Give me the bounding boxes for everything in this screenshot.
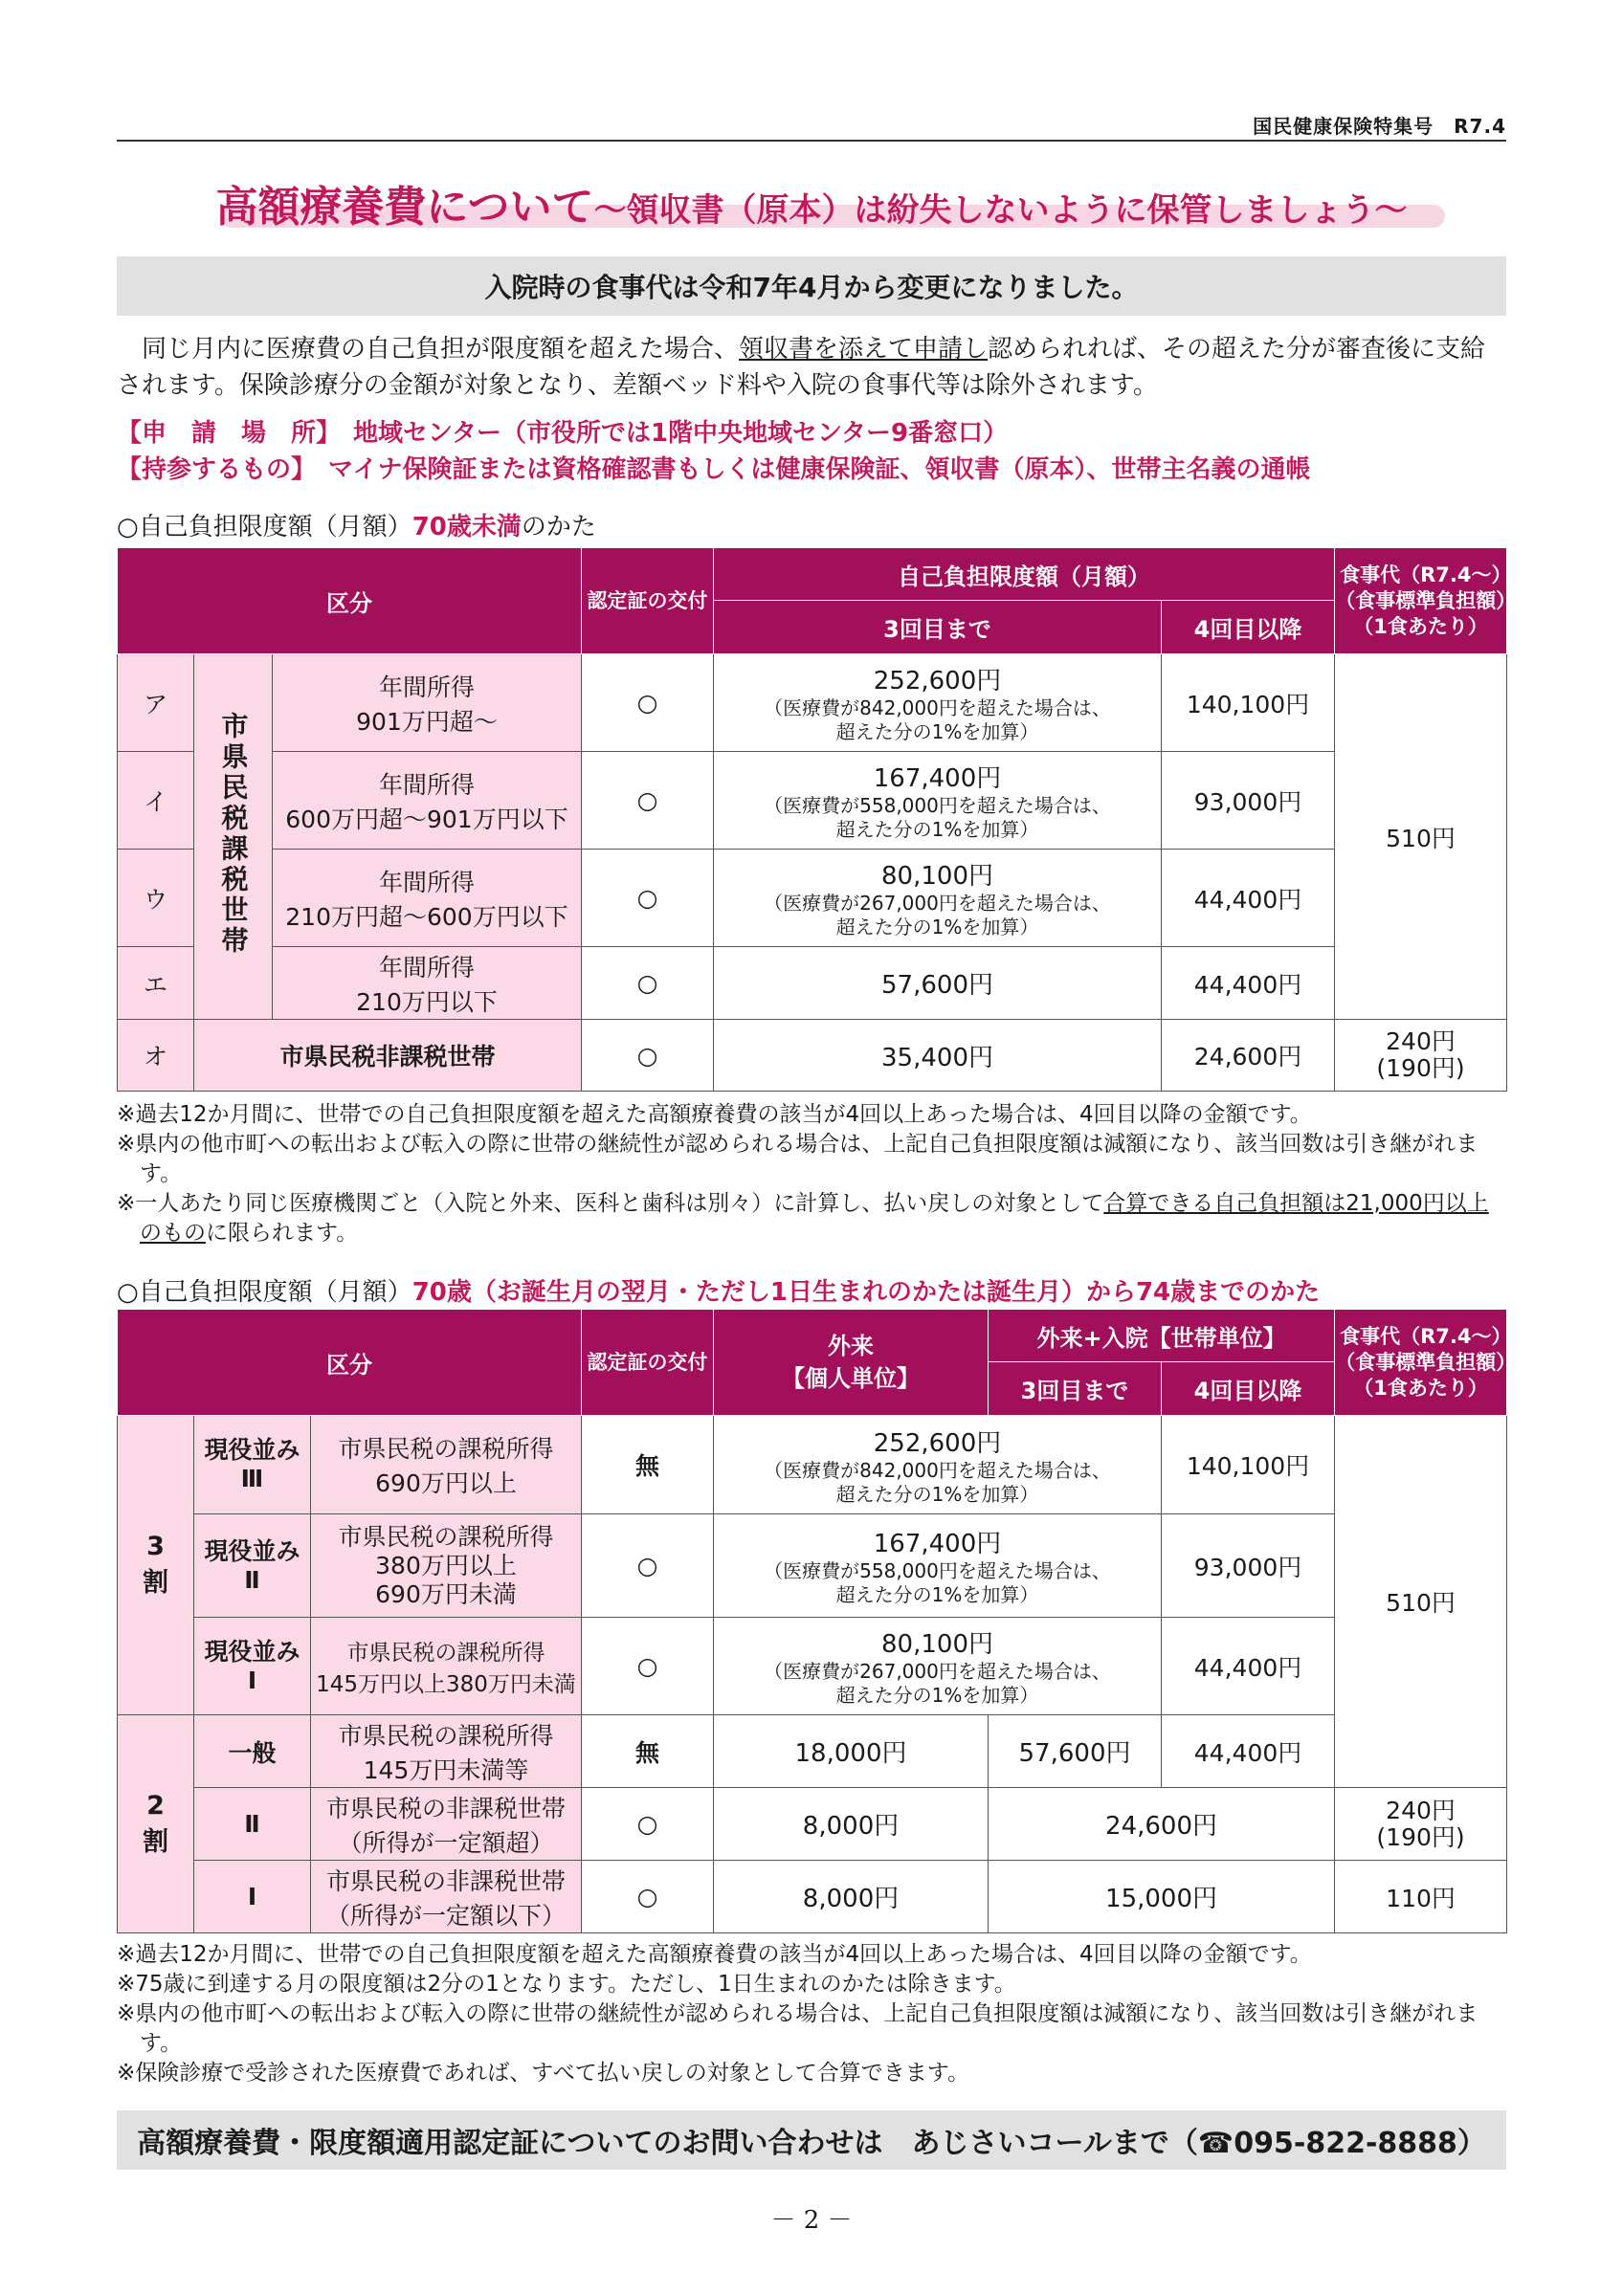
table-row xyxy=(118,752,1507,850)
income-cell xyxy=(311,1416,582,1514)
income-range: 901万円超～ xyxy=(356,707,498,736)
fee-note: （医療費が842,000円を超えた場合は、 xyxy=(764,1458,1111,1482)
cert-cell: 無 xyxy=(582,1416,714,1514)
contact-banner: 高額療養費・限度額適用認定証についてのお問い合わせは あじさいコールまで（☎095-822-8888） xyxy=(117,2110,1506,2170)
group-taxed xyxy=(194,654,273,1020)
table-row xyxy=(118,1514,1507,1618)
note-text: ※一人あたり同じ医療機関ごと（入院と外来、医科と歯科は別々）に計算し、払い戻しの対象として xyxy=(117,1191,1104,1216)
notes-70-74 xyxy=(117,1940,1506,2088)
class-cell: 一般 xyxy=(194,1715,311,1788)
title-sub: ～領収書（原本）は紛失しないように保管しましょう～ xyxy=(593,191,1408,230)
class-cell: Ⅰ xyxy=(194,1861,311,1933)
note-item: ※県内の他市町への転出および転入の際に世帯の継続性が認められる場合は、上記自己負担限度額は減額になり、該当回数は引き継がれます。 xyxy=(117,2001,1478,2056)
after-cell: 44,400円 xyxy=(1162,850,1335,947)
page-number: － 2 － xyxy=(770,2206,853,2235)
table-row xyxy=(118,1416,1507,1514)
header-divider xyxy=(117,140,1506,142)
income-label: 年間所得 xyxy=(379,868,476,896)
cert-cell: ○ xyxy=(582,1861,714,1933)
cert-cell: ○ xyxy=(582,947,714,1020)
income-label: 年間所得 xyxy=(379,770,476,799)
kubun-code: ウ xyxy=(118,850,194,947)
fee-note: 超えた分の1%を加算） xyxy=(835,1684,1039,1707)
apply-items: 【持参するもの】 マイナ保険証または資格確認書もしくは健康保険証、領収書（原本）、世帯主名義の通帳 xyxy=(117,455,1311,484)
table-row xyxy=(118,1861,1507,1933)
header-cert: 認定証の交付 xyxy=(582,548,714,654)
meal-cell: 110円 xyxy=(1335,1861,1507,1933)
meal-taxed: 510円 xyxy=(1335,1416,1507,1788)
income-label: 市県民税の課税所得 xyxy=(338,1721,554,1750)
section1-title-a: ○自己負担限度額（月額） xyxy=(117,513,412,541)
cert-cell: ○ xyxy=(582,1618,714,1715)
kubun-code: オ xyxy=(118,1020,194,1092)
note-text-underlined: 合算できる自己負担額は21,000円以上のもの xyxy=(140,1191,1489,1246)
header-out-in: 外来+入院【世帯単位】 xyxy=(989,1310,1335,1362)
income-label: 市県民税の非課税世帯 xyxy=(326,1794,567,1822)
section1-title-c: のかた xyxy=(521,513,596,541)
out-in-3rd-cell: 57,600円 xyxy=(989,1715,1162,1788)
fee-amount: 252,600円 xyxy=(873,667,1002,695)
meal-amount: 240円 xyxy=(1386,1027,1456,1055)
income-cell xyxy=(311,1514,582,1618)
meal-amount-alt: (190円) xyxy=(1376,1822,1465,1851)
fee-note: 超えた分の1%を加算） xyxy=(835,720,1039,743)
fee-note: 超えた分の1%を加算） xyxy=(835,916,1039,938)
income-range: 600万円超～901万円以下 xyxy=(285,805,568,833)
income-cell xyxy=(273,752,582,850)
fee-amount: 252,600円 xyxy=(873,1428,1002,1458)
class-cell: Ⅱ xyxy=(194,1788,311,1861)
kubun-code: イ xyxy=(118,752,194,850)
income-range: （所得が一定額以下） xyxy=(326,1901,567,1930)
fee-note: 超えた分の1%を加算） xyxy=(835,1482,1039,1506)
table-row xyxy=(118,947,1507,1020)
intro-text-2: 認められれば、その超えた分が審査後に支給されます。保険診療分の金額が対象となり、差額ベッド料や入院の食事代等は除外されます。 xyxy=(117,335,1486,400)
fee-cell xyxy=(714,752,1162,850)
header-4th: 4回目以降 xyxy=(1162,601,1335,654)
after-cell: 44,400円 xyxy=(1162,1618,1335,1715)
income-range: 380万円以上 xyxy=(375,1551,517,1579)
fee-cell xyxy=(714,1618,1162,1715)
note-item: ※過去12か月間に、世帯での自己負担限度額を超えた高額療養費の該当が4回以上あった場合は、4回目以降の金額です。 xyxy=(117,1102,1312,1127)
income-range: 690万円未満 xyxy=(375,1579,517,1608)
outpatient-cell: 8,000円 xyxy=(714,1788,989,1861)
meal-taxed: 510円 xyxy=(1335,654,1507,1020)
fee-note: （医療費が558,000円を超えた場合は、 xyxy=(764,794,1111,817)
section2-title xyxy=(117,1272,1320,1308)
class-level: Ⅱ xyxy=(244,1565,260,1594)
income-label: 市県民税の非課税世帯 xyxy=(326,1866,567,1895)
header-outpatient-unit: 【個人単位】 xyxy=(782,1365,921,1392)
notes-under-70 xyxy=(117,1100,1506,1248)
kubun-code: ア xyxy=(118,654,194,752)
title-main: 高額療養費について xyxy=(215,183,594,232)
class-label: 現役並み xyxy=(204,1637,300,1666)
header-3rd: 3回目まで xyxy=(714,601,1162,654)
income-range: 690万円以上 xyxy=(375,1469,517,1497)
kubun-code: エ xyxy=(118,947,194,1020)
meal-cell xyxy=(1335,1788,1507,1861)
table-row xyxy=(118,1788,1507,1861)
after-cell: 140,100円 xyxy=(1162,654,1335,752)
income-label: 市県民税の課税所得 xyxy=(338,1435,554,1463)
class-level: Ⅰ xyxy=(247,1666,257,1694)
fee-note: （医療費が842,000円を超えた場合は、 xyxy=(764,696,1111,719)
section2-title-b: 70歳（お誕生月の翌月・ただし1日生まれのかたは誕生月）から74歳までのかた xyxy=(411,1278,1321,1307)
header-meal: 食事代（R7.4～）（食事標準負担額）（1食あたり） xyxy=(1335,1310,1507,1416)
note-text: に限られます。 xyxy=(206,1221,359,1246)
header-meal: 食事代（R7.4～）（食事標準負担額）（1食あたり） xyxy=(1335,548,1507,654)
out-in-cell: 15,000円 xyxy=(989,1861,1335,1933)
table-row xyxy=(118,850,1507,947)
income-label: 年間所得 xyxy=(379,673,476,701)
meal-change-notice: 入院時の食事代は令和7年4月から変更になりました。 xyxy=(117,256,1506,316)
fee-amount: 80,100円 xyxy=(881,1630,993,1659)
after-cell: 93,000円 xyxy=(1162,1514,1335,1618)
issue-label: 国民健康保険特集号 R7.4 xyxy=(1253,115,1506,138)
fee-amount: 167,400円 xyxy=(873,764,1002,793)
header-cert: 認定証の交付 xyxy=(582,1310,714,1416)
fee-cell: 57,600円 xyxy=(714,947,1162,1020)
income-cell xyxy=(311,1715,582,1788)
fee-cell xyxy=(714,1416,1162,1514)
fee-cell xyxy=(714,850,1162,947)
income-cell xyxy=(273,947,582,1020)
outpatient-cell: 8,000円 xyxy=(714,1861,989,1933)
table-under-70 xyxy=(117,547,1507,1092)
fee-cell: 35,400円 xyxy=(714,1020,1162,1092)
header-4th: 4回目以降 xyxy=(1162,1362,1335,1416)
income-cell xyxy=(311,1861,582,1933)
note-item: ※保険診療で受診された医療費であれば、すべて払い戻しの対象として合算できます。 xyxy=(117,2061,969,2086)
income-label: 年間所得 xyxy=(379,953,476,982)
fee-cell xyxy=(714,654,1162,752)
meal-untaxed xyxy=(1335,1020,1507,1092)
fee-note: （医療費が558,000円を超えた場合は、 xyxy=(764,1559,1111,1582)
group-30pct-label: 3割 xyxy=(142,1532,168,1598)
table-row xyxy=(118,654,1507,752)
table-row xyxy=(118,1618,1507,1715)
section2-title-a: ○自己負担限度額（月額） xyxy=(117,1278,412,1307)
cert-cell: ○ xyxy=(582,1788,714,1861)
untaxed-label: 市県民税非課税世帯 xyxy=(194,1020,582,1092)
income-range: 210万円超～600万円以下 xyxy=(285,902,568,931)
class-cell xyxy=(194,1618,311,1715)
group-30pct xyxy=(118,1416,194,1715)
cert-cell: ○ xyxy=(582,654,714,752)
fee-amount: 167,400円 xyxy=(873,1530,1002,1558)
cert-cell: ○ xyxy=(582,1020,714,1092)
table-row xyxy=(118,1020,1507,1092)
cert-cell: ○ xyxy=(582,1514,714,1618)
income-label: 市県民税の課税所得 xyxy=(338,1522,554,1551)
class-cell xyxy=(194,1416,311,1514)
group-20pct xyxy=(118,1715,194,1933)
income-range: 210万円以下 xyxy=(356,987,498,1016)
fee-note: （医療費が267,000円を超えた場合は、 xyxy=(764,1660,1111,1683)
header-3rd: 3回目まで xyxy=(989,1362,1162,1416)
note-item: ※県内の他市町への転出および転入の際に世帯の継続性が認められる場合は、上記自己負担限度額は減額になり、該当回数は引き継がれます。 xyxy=(117,1132,1478,1186)
apply-place: 【申 請 場 所】 地域センター（市役所では1階中央地域センター9番窓口） xyxy=(117,419,1009,448)
income-label: 市県民税の課税所得 xyxy=(346,1640,545,1666)
meal-amount: 240円 xyxy=(1386,1796,1456,1824)
intro-paragraph xyxy=(117,331,1506,404)
fee-note: （医療費が267,000円を超えた場合は、 xyxy=(764,892,1111,915)
header-limit: 自己負担限度額（月額） xyxy=(714,548,1335,601)
class-label: 現役並み xyxy=(204,1436,300,1464)
after-cell: 24,600円 xyxy=(1162,1020,1335,1092)
income-cell xyxy=(311,1788,582,1861)
intro-text-underlined: 領収書を添えて申請し xyxy=(739,335,989,364)
header-outpatient xyxy=(714,1310,989,1416)
income-cell xyxy=(311,1618,582,1715)
fee-amount: 80,100円 xyxy=(881,862,993,891)
header-outpatient-label: 外来 xyxy=(828,1333,875,1359)
income-cell xyxy=(273,850,582,947)
out-in-cell: 24,600円 xyxy=(989,1788,1335,1861)
income-cell xyxy=(273,654,582,752)
cert-cell: ○ xyxy=(582,752,714,850)
header-kubun: 区分 xyxy=(118,548,582,654)
note-item: ※75歳に到達する月の限度額は2分の1となります。ただし、1日生まれのかたは除きます。 xyxy=(117,1972,1016,1997)
meal-amount-alt: (190円) xyxy=(1376,1054,1465,1082)
cert-cell: ○ xyxy=(582,850,714,947)
section1-title xyxy=(117,507,596,542)
page-title xyxy=(117,172,1506,233)
note-item: ※過去12か月間に、世帯での自己負担限度額を超えた高額療養費の該当が4回以上あった場合は、4回目以降の金額です。 xyxy=(117,1942,1312,1967)
income-range: 145万円未満等 xyxy=(363,1755,529,1784)
after-cell: 93,000円 xyxy=(1162,752,1335,850)
class-level: Ⅲ xyxy=(240,1465,264,1492)
table-row xyxy=(118,1715,1507,1788)
income-range: （所得が一定額超） xyxy=(338,1828,554,1857)
after-cell: 140,100円 xyxy=(1162,1416,1335,1514)
income-range: 145万円以上380万円未満 xyxy=(316,1671,576,1697)
cert-cell: 無 xyxy=(582,1715,714,1788)
class-cell xyxy=(194,1514,311,1618)
outpatient-cell: 18,000円 xyxy=(714,1715,989,1788)
header-kubun: 区分 xyxy=(118,1310,582,1416)
group-20pct-label: 2割 xyxy=(142,1790,168,1857)
fee-note: 超えた分の1%を加算） xyxy=(835,818,1039,841)
intro-text-1: 同じ月内に医療費の自己負担が限度額を超えた場合、 xyxy=(142,335,740,364)
after-cell: 44,400円 xyxy=(1162,1715,1335,1788)
class-label: 現役並み xyxy=(204,1536,300,1565)
fee-cell xyxy=(714,1514,1162,1618)
note-item xyxy=(117,1189,1506,1248)
group-taxed-label: 市県民税課税世帯 xyxy=(217,711,250,957)
table-70-74 xyxy=(117,1309,1507,1933)
fee-note: 超えた分の1%を加算） xyxy=(835,1583,1039,1606)
section1-title-b: 70歳未満 xyxy=(411,513,522,541)
after-cell: 44,400円 xyxy=(1162,947,1335,1020)
